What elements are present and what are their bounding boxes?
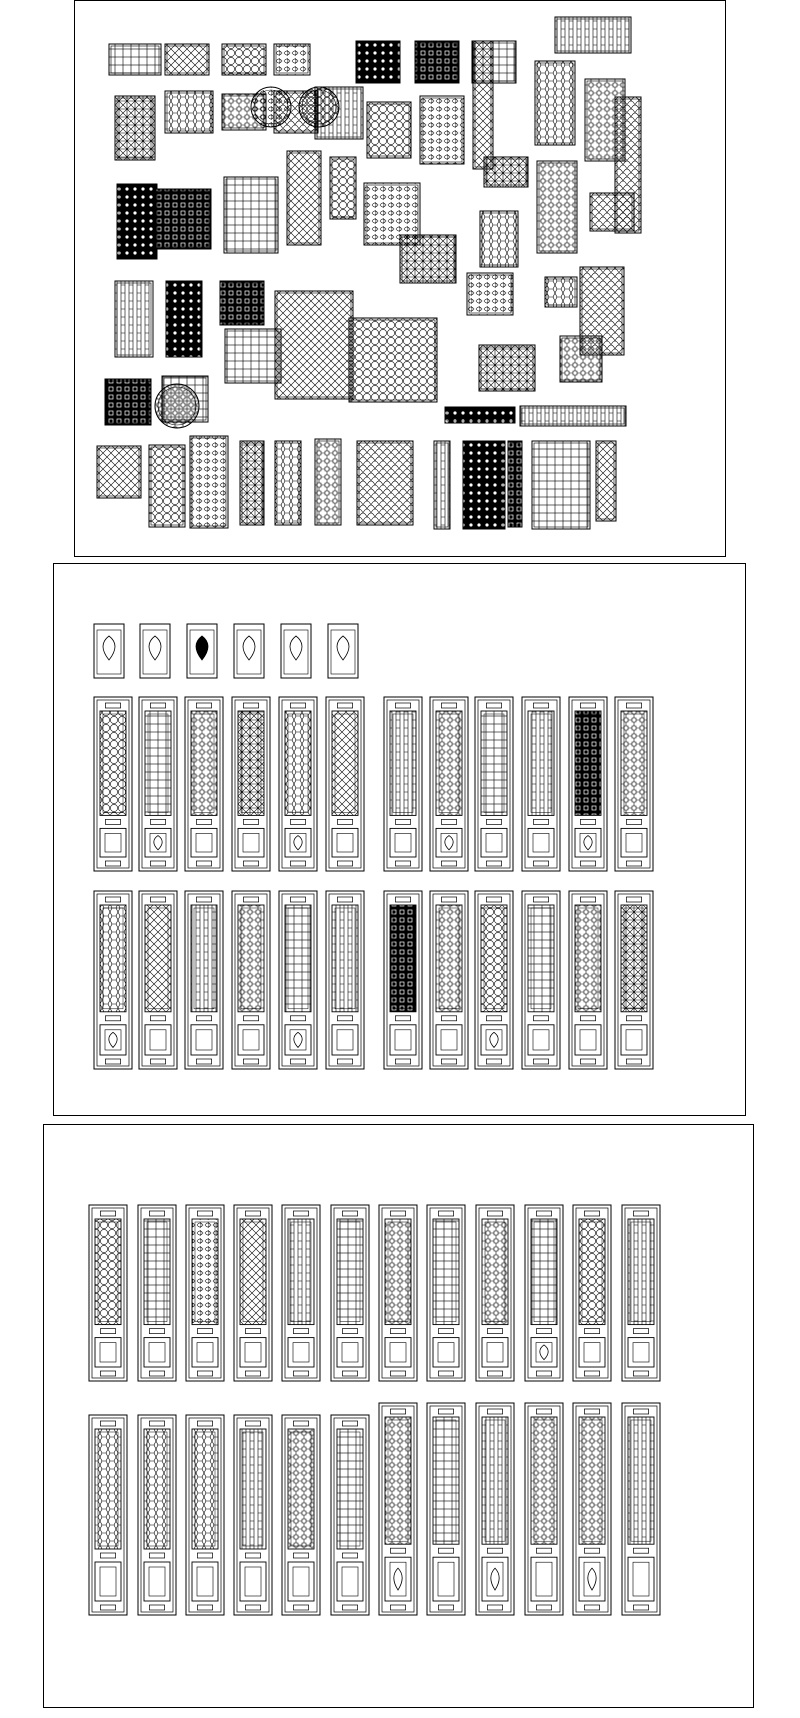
door-panel	[475, 891, 513, 1069]
door-panel	[615, 697, 653, 871]
lattice-panel	[545, 277, 577, 307]
carved-panel	[234, 624, 264, 678]
door-panel	[94, 697, 132, 871]
lattice-panel	[349, 318, 437, 402]
door-panel	[427, 1403, 465, 1615]
door-panel	[89, 1205, 127, 1381]
ornamental-lattice-panels-sheet	[74, 0, 726, 557]
lattice-panel	[166, 281, 202, 357]
door-panel	[94, 891, 132, 1069]
lattice-panel	[97, 446, 141, 498]
lattice-panel	[222, 44, 266, 75]
lattice-panel	[537, 161, 577, 253]
carved-door-panels-drawing	[54, 564, 747, 1117]
lattice-panel	[479, 345, 535, 391]
door-panel	[279, 891, 317, 1069]
round-lattice-panel	[251, 87, 291, 127]
door-panel	[475, 697, 513, 871]
lattice-panel	[357, 441, 413, 525]
lattice-panel	[287, 151, 321, 245]
lattice-panels-drawing	[75, 1, 727, 558]
lattice-panel	[225, 329, 281, 383]
door-panel	[384, 891, 422, 1069]
door-panel	[185, 891, 223, 1069]
door-panel	[622, 1205, 660, 1381]
lattice-panel	[520, 406, 626, 426]
lattice-panel	[480, 211, 518, 267]
lattice-panel	[165, 91, 213, 133]
door-panel	[331, 1415, 369, 1615]
lattice-panel	[315, 439, 341, 525]
lattice-panel	[240, 441, 264, 525]
lattice-panel	[330, 157, 356, 219]
door-panel	[525, 1205, 563, 1381]
lattice-panel	[220, 281, 264, 325]
door-panel	[234, 1415, 272, 1615]
door-panel	[139, 891, 177, 1069]
door-panel	[232, 891, 270, 1069]
door-panel	[186, 1205, 224, 1381]
door-panel	[279, 697, 317, 871]
lattice-door-panels-sheet	[43, 1124, 754, 1708]
door-panel	[282, 1205, 320, 1381]
carved-panel	[140, 624, 170, 678]
lattice-panel	[155, 189, 211, 249]
lattice-panel	[463, 441, 505, 529]
door-panel	[331, 1205, 369, 1381]
lattice-panel	[508, 441, 522, 527]
door-panel	[430, 891, 468, 1069]
carved-panel	[94, 624, 124, 678]
door-panel	[384, 697, 422, 871]
door-panel	[622, 1403, 660, 1615]
lattice-panel	[275, 441, 301, 525]
lattice-panel	[420, 96, 464, 164]
door-panel	[89, 1415, 127, 1615]
lattice-panel	[473, 41, 493, 169]
lattice-panel	[105, 379, 151, 425]
carved-door-panels-sheet	[53, 563, 746, 1116]
door-panel	[430, 697, 468, 871]
lattice-panel	[555, 17, 631, 53]
lattice-panel	[109, 44, 161, 75]
lattice-panel	[115, 281, 153, 357]
door-panel	[522, 697, 560, 871]
lattice-panel	[356, 41, 400, 83]
lattice-panel	[535, 61, 575, 145]
carved-panel	[328, 624, 358, 678]
door-panel	[186, 1415, 224, 1615]
lattice-panel	[190, 436, 228, 528]
door-panel	[615, 891, 653, 1069]
door-panel	[569, 697, 607, 871]
door-panel	[326, 697, 364, 871]
door-panel	[522, 891, 560, 1069]
carved-panel	[187, 624, 217, 678]
lattice-panel	[367, 102, 411, 158]
lattice-panel	[596, 441, 616, 521]
door-panel	[138, 1205, 176, 1381]
lattice-panel	[275, 291, 353, 399]
door-panel	[185, 697, 223, 871]
lattice-panel	[224, 177, 278, 253]
lattice-panel	[149, 445, 185, 527]
lattice-panel	[467, 273, 513, 315]
lattice-panel	[117, 184, 157, 259]
lattice-panel	[590, 193, 634, 231]
door-panel	[232, 697, 270, 871]
round-lattice-panel	[155, 384, 199, 428]
lattice-panel	[415, 41, 459, 83]
door-panel	[427, 1205, 465, 1381]
lattice-door-panels-drawing	[44, 1125, 755, 1709]
door-panel	[573, 1403, 611, 1615]
carved-panel	[281, 624, 311, 678]
round-lattice-panel	[299, 87, 339, 127]
door-panel	[525, 1403, 563, 1615]
lattice-panel	[165, 44, 209, 75]
door-panel	[139, 697, 177, 871]
door-panel	[282, 1415, 320, 1615]
lattice-panel	[274, 44, 310, 75]
door-panel	[476, 1205, 514, 1381]
door-panel	[138, 1415, 176, 1615]
door-panel	[573, 1205, 611, 1381]
door-panel	[326, 891, 364, 1069]
lattice-panel	[532, 441, 590, 529]
lattice-panel	[434, 441, 450, 529]
door-panel	[234, 1205, 272, 1381]
lattice-panel	[400, 235, 456, 283]
lattice-panel	[445, 407, 515, 423]
lattice-panel	[484, 157, 528, 187]
door-panel	[379, 1205, 417, 1381]
door-panel	[379, 1403, 417, 1615]
lattice-panel	[580, 267, 624, 355]
door-panel	[476, 1403, 514, 1615]
lattice-panel	[115, 96, 155, 160]
door-panel	[569, 891, 607, 1069]
